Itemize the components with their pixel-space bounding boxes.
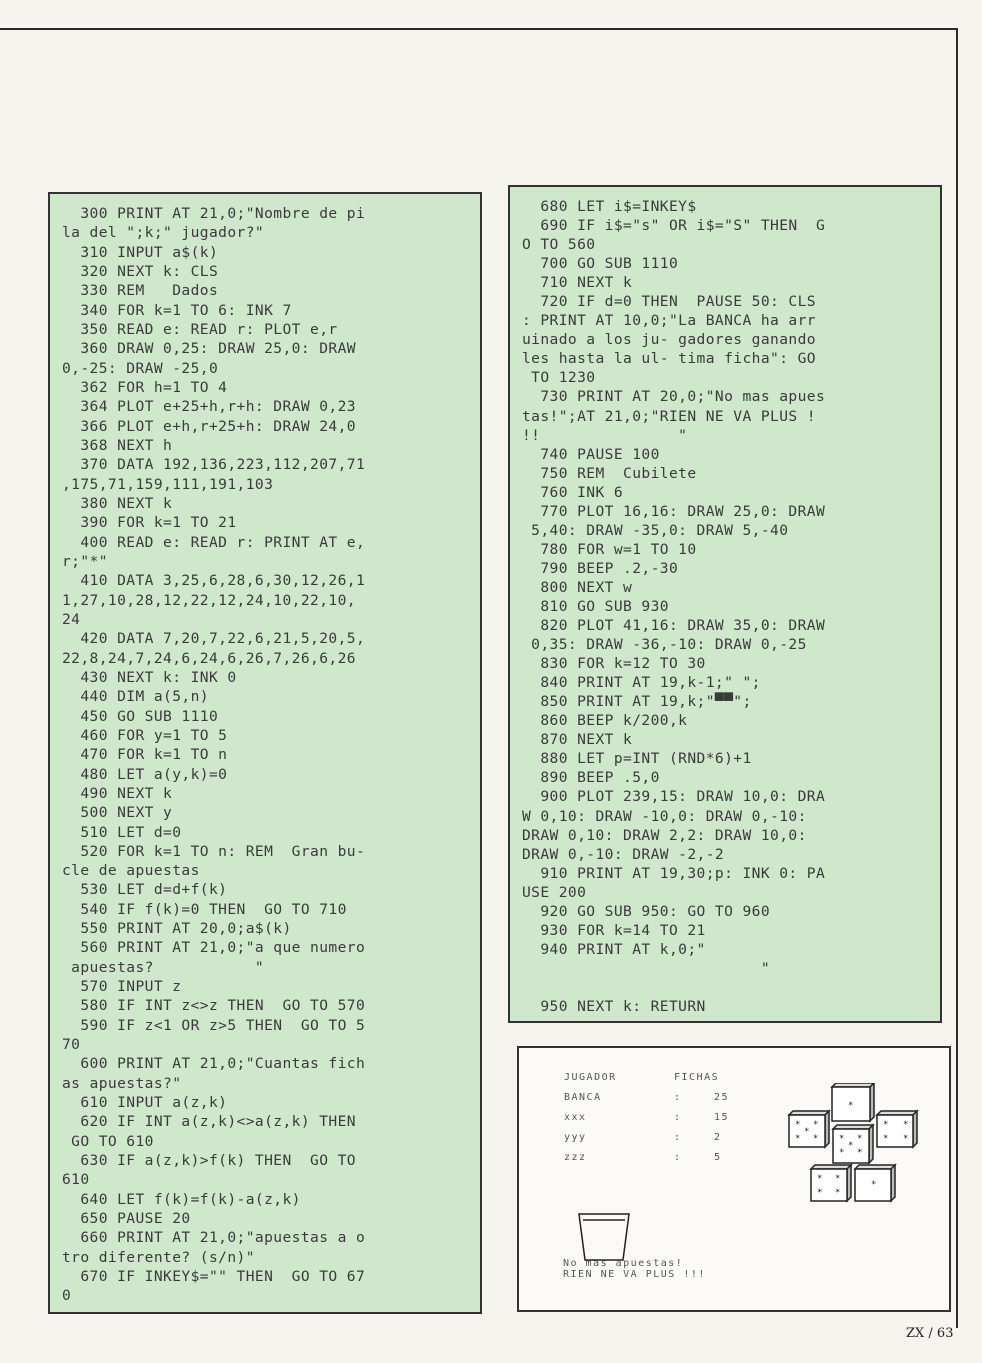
code-line: 900 PLOT 239,15: DRAW 10,0: DRA	[522, 788, 826, 806]
code-line: 750 REM Cubilete	[522, 464, 697, 482]
code-line: 790 BEEP .2,-30	[522, 559, 679, 577]
code-line: 450 GO SUB 1110	[62, 707, 219, 725]
code-line: 610	[62, 1171, 90, 1189]
code-line	[522, 978, 932, 997]
header-jugador: JUGADOR	[564, 1072, 617, 1083]
code-line: O TO 560	[522, 236, 596, 254]
code-line: 640 LET f(k)=f(k)-a(z,k)	[62, 1190, 301, 1208]
code-line: 530 LET d=d+f(k)	[62, 881, 228, 899]
svg-text:*: *	[903, 1120, 910, 1130]
code-line: 890 BEEP .5,0	[522, 769, 660, 787]
code-line: 390 FOR k=1 TO 21	[62, 514, 237, 532]
basic-listing-right	[508, 185, 942, 1023]
page-frame-top	[0, 28, 958, 30]
code-line: 950 NEXT k: RETURN	[522, 997, 706, 1015]
code-line: les hasta la ul- tima ficha": GO	[522, 350, 816, 368]
code-line: 710 NEXT k	[522, 274, 633, 292]
code-line: 610 INPUT a(z,k)	[62, 1094, 228, 1112]
code-line: 360 DRAW 0,25: DRAW 25,0: DRAW	[62, 340, 356, 358]
code-line: 0	[62, 1287, 72, 1305]
code-line: DRAW 0,10: DRAW 2,2: DRAW 10,0:	[522, 826, 807, 844]
code-line: 700 GO SUB 1110	[522, 255, 679, 273]
code-line: 800 NEXT w	[522, 578, 633, 596]
svg-text:*: *	[871, 1180, 878, 1190]
code-line: ,175,71,159,111,191,103	[62, 475, 274, 493]
code-line: 510 LET d=0	[62, 823, 182, 841]
svg-text:*: *	[817, 1188, 824, 1198]
player-name: zzz	[564, 1152, 587, 1163]
code-line: 366 PLOT e+h,r+25+h: DRAW 24,0	[62, 417, 356, 435]
code-line: 850 PRINT AT 19,k;"▀▀";	[522, 693, 752, 711]
code-line: 300 PRINT AT 21,0;"Nombre de pi	[62, 205, 366, 222]
program-screen-output	[517, 1046, 951, 1312]
code-line: r;"*"	[62, 552, 108, 570]
separator: :	[674, 1092, 682, 1103]
svg-text:*: *	[857, 1134, 864, 1144]
score-row	[564, 1112, 729, 1132]
player-name: BANCA	[564, 1092, 602, 1103]
svg-text:*: *	[839, 1134, 846, 1144]
code-line: 620 IF INT a(z,k)<>a(z,k) THEN	[62, 1113, 356, 1131]
score-row	[564, 1132, 729, 1152]
code-line: 368 NEXT h	[62, 436, 173, 454]
svg-text:*: *	[813, 1120, 820, 1130]
code-line: 362 FOR h=1 TO 4	[62, 378, 228, 396]
code-line: 470 FOR k=1 TO n	[62, 746, 228, 764]
code-line: 380 NEXT k	[62, 494, 173, 512]
code-line: 730 PRINT AT 20,0;"No mas apues	[522, 388, 826, 406]
code-line: uinado a los ju- gadores ganando	[522, 331, 816, 349]
code-line: 410 DATA 3,25,6,28,6,30,12,26,1	[62, 572, 366, 590]
code-line: 420 DATA 7,20,7,22,6,21,5,20,5,	[62, 630, 366, 648]
code-line: as apuestas?"	[62, 1074, 182, 1092]
chip-count: 15	[714, 1112, 730, 1123]
code-line: 310 INPUT a$(k)	[62, 243, 219, 261]
code-line: 690 IF i$="s" OR i$="S" THEN G	[522, 217, 826, 235]
code-line: 820 PLOT 41,16: DRAW 35,0: DRAW	[522, 617, 826, 635]
code-line: 740 PAUSE 100	[522, 445, 660, 463]
chip-count: 5	[714, 1152, 722, 1163]
code-line: 670 IF INKEY$="" THEN GO TO 67	[62, 1268, 366, 1286]
score-row	[564, 1152, 729, 1172]
code-line: 760 INK 6	[522, 483, 624, 501]
no-mas-apuestas-text: No mas apuestas!	[563, 1258, 684, 1269]
dice-cup-icon	[577, 1210, 633, 1262]
code-line: 330 REM Dados	[62, 282, 219, 300]
page-number: ZX / 63	[906, 1326, 954, 1341]
score-table-header	[564, 1072, 729, 1092]
svg-text:*: *	[817, 1174, 824, 1184]
player-name: yyy	[564, 1132, 587, 1143]
chip-count: 25	[714, 1092, 730, 1103]
svg-text:*: *	[839, 1148, 846, 1158]
code-line: 22,8,24,7,24,6,24,6,26,7,26,6,26	[62, 649, 356, 667]
code-line: 560 PRINT AT 21,0;"a que numero	[62, 939, 366, 957]
svg-text:*: *	[903, 1134, 910, 1144]
code-line: 70	[62, 1036, 81, 1054]
code-line: 460 FOR y=1 TO 5	[62, 726, 228, 744]
separator: :	[674, 1112, 682, 1123]
code-line: 680 LET i$=INKEY$	[522, 198, 697, 215]
svg-text:*: *	[883, 1120, 890, 1130]
header-fichas: FICHAS	[674, 1072, 720, 1083]
code-line: 930 FOR k=14 TO 21	[522, 921, 706, 939]
code-line: 830 FOR k=12 TO 30	[522, 655, 706, 673]
code-line: 370 DATA 192,136,223,112,207,71	[62, 456, 366, 474]
code-line: apuestas? "	[62, 958, 265, 976]
code-line: 870 NEXT k	[522, 731, 633, 749]
code-line: GO TO 610	[62, 1132, 154, 1150]
code-line: 340 FOR k=1 TO 6: INK 7	[62, 301, 292, 319]
svg-text:*: *	[795, 1134, 802, 1144]
code-line: : PRINT AT 10,0;"La BANCA ha arr	[522, 312, 816, 330]
code-line: tas!";AT 21,0;"RIEN NE VA PLUS !	[522, 407, 816, 425]
code-line: 24	[62, 610, 81, 628]
basic-listing-left	[48, 192, 482, 1314]
code-line: DRAW 0,-10: DRAW -2,-2	[522, 845, 725, 863]
svg-text:*: *	[848, 1141, 855, 1151]
player-name: xxx	[564, 1112, 587, 1123]
code-line: 364 PLOT e+25+h,r+h: DRAW 0,23	[62, 398, 356, 416]
code-line: cle de apuestas	[62, 862, 200, 880]
code-line: 0,35: DRAW -36,-10: DRAW 0,-25	[522, 636, 807, 654]
code-line: 780 FOR w=1 TO 10	[522, 540, 697, 558]
separator: :	[674, 1132, 682, 1143]
code-line: 5,40: DRAW -35,0: DRAW 5,-40	[522, 521, 789, 539]
code-line: 770 PLOT 16,16: DRAW 25,0: DRAW	[522, 502, 826, 520]
svg-text:*: *	[835, 1188, 842, 1198]
code-line: 440 DIM a(5,n)	[62, 688, 209, 706]
svg-text:*: *	[883, 1134, 890, 1144]
code-line: 720 IF d=0 THEN PAUSE 50: CLS	[522, 293, 816, 311]
code-line: 1,27,10,28,12,22,12,24,10,22,10,	[62, 591, 356, 609]
svg-text:*: *	[813, 1134, 820, 1144]
code-line: 320 NEXT k: CLS	[62, 262, 219, 280]
separator: :	[674, 1152, 682, 1163]
code-line: 400 READ e: READ r: PRINT AT e,	[62, 533, 366, 551]
code-line: 840 PRINT AT 19,k-1;" ";	[522, 674, 761, 692]
code-line: 430 NEXT k: INK 0	[62, 668, 237, 686]
code-line: 570 INPUT z	[62, 978, 182, 996]
svg-text:*: *	[857, 1148, 864, 1158]
code-line: 920 GO SUB 950: GO TO 960	[522, 902, 771, 920]
svg-text:*: *	[795, 1120, 802, 1130]
rien-ne-va-plus-text: RIEN NE VA PLUS !!!	[563, 1269, 706, 1280]
code-line: 550 PRINT AT 20,0;a$(k)	[62, 920, 292, 938]
code-line: la del ";k;" jugador?"	[62, 224, 265, 242]
code-line: 580 IF INT z<>z THEN GO TO 570	[62, 997, 366, 1015]
code-line: W 0,10: DRAW -10,0: DRAW 0,-10:	[522, 807, 807, 825]
code-line: 650 PAUSE 20	[62, 1210, 191, 1228]
code-line: 540 IF f(k)=0 THEN GO TO 710	[62, 900, 347, 918]
code-line: 660 PRINT AT 21,0;"apuestas a o	[62, 1229, 366, 1247]
code-line: 590 IF z<1 OR z>5 THEN GO TO 5	[62, 1016, 366, 1034]
chip-count: 2	[714, 1132, 722, 1143]
code-line: "	[522, 959, 771, 977]
code-line: 600 PRINT AT 21,0;"Cuantas fich	[62, 1055, 366, 1073]
code-line: 490 NEXT k	[62, 784, 173, 802]
score-row	[564, 1092, 729, 1112]
code-line: USE 200	[522, 883, 587, 901]
code-line: 860 BEEP k/200,k	[522, 712, 688, 730]
code-line: !! "	[522, 426, 688, 444]
screen-message	[563, 1258, 706, 1280]
code-line: tro diferente? (s/n)"	[62, 1248, 255, 1266]
code-line: 350 READ e: READ r: PLOT e,r	[62, 320, 338, 338]
svg-text:*: *	[804, 1127, 811, 1137]
svg-text:*: *	[835, 1174, 842, 1184]
code-line: TO 1230	[522, 369, 596, 387]
dice-graphic	[785, 1083, 925, 1208]
svg-text:*: *	[848, 1101, 855, 1111]
code-line: 630 IF a(z,k)>f(k) THEN GO TO	[62, 1152, 356, 1170]
code-line: 910 PRINT AT 19,30;p: INK 0: PA	[522, 864, 826, 882]
code-line: 480 LET a(y,k)=0	[62, 765, 228, 783]
code-line: 520 FOR k=1 TO n: REM Gran bu-	[62, 842, 366, 860]
code-line: 940 PRINT AT k,0;"	[522, 940, 706, 958]
code-line: 0,-25: DRAW -25,0	[62, 359, 219, 377]
code-line: 500 NEXT y	[62, 804, 173, 822]
score-table	[564, 1072, 729, 1172]
code-line: 810 GO SUB 930	[522, 597, 669, 615]
code-line: 880 LET p=INT (RND*6)+1	[522, 750, 752, 768]
page-frame-right	[956, 28, 958, 1328]
